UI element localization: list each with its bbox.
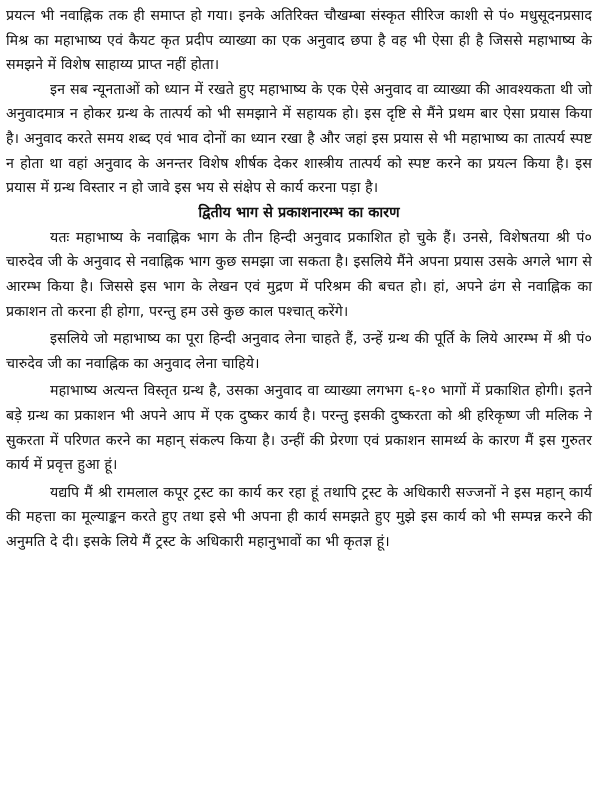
section-heading: द्वितीय भाग से प्रकाशनारम्भ का कारण	[198, 204, 400, 221]
paragraph-acknowledgement: यद्यपि मैं श्री रामलाल कपूर ट्रस्ट का कार्य कर रहा हूं तथापि ट्रस्ट के अधिकारी सज्जनों ने इस महान् कार्य की महत्ता का मूल्याङ्कन करते हुए तथा इसे भी अपना ही कार्य समझते हुए मुझे इस कार्य को भी सम्पन्न करने की अनुमति दे दी। इसके लिये मैं ट्रस्ट के अधिकारी महानुभावों का भी कृतज्ञ हूं।	[6, 484, 592, 550]
paragraph-reason: यतः महाभाष्य के नवाह्निक भाग के तीन हिन्दी अनुवाद प्रकाशित हो चुके हैं। उनसे, विशेषतया श्री पं० चारुदेव जी के अनुवाद से नवाह्निक भाग कुछ समझा जा सकता है। इसलिये मैंने अपना प्रयास उसके अगले भाग से आरम्भ किया है। जिससे इस भाग के लेखन एवं मुद्रण में परिश्रम की बचत हो। हां, अपने ढंग से नवाह्निक का प्रकाशन तो करना ही होगा, परन्तु हम उसे कुछ काल पश्चात् करेंगे।	[6, 229, 592, 320]
paragraph-publication: महाभाष्य अत्यन्त विस्तृत ग्रन्थ है, उसका अनुवाद वा व्याख्या लगभग ६-१० भागों में प्रकाशित होगी। इतने बड़े ग्रन्थ का प्रकाशन भी अपने आप में एक दुष्कर कार्य है। परन्तु इसकी दुष्करता को श्री हरिकृष्ण जी मलिक ने सुकरता में परिणत करने का महान् संकल्प किया है। उन्हीं की प्रेरणा एवं प्रकाशन सामर्थ्य के कारण मैं इस गुरुतर कार्य में प्रवृत्त हुआ हूं।	[6, 383, 592, 474]
paragraph-intro-continuation: प्रयत्न भी नवाह्निक तक ही समाप्त हो गया। इनके अतिरिक्त चौखम्बा संस्कृत सीरिज काशी से पं० मधुसूदनप्रसाद मिश्र का महाभाष्य एवं कैयट कृत प्रदीप व्याख्या का एक अनुवाद छपा है वह भी ऐसा ही है जिससे महाभाष्य के समझने में विशेष साहाय्य प्राप्त नहीं होता।	[6, 8, 592, 74]
paragraph-recommendation: इसलिये जो महाभाष्य का पूरा हिन्दी अनुवाद लेना चाहते हैं, उन्हें ग्रन्थ की पूर्ति के लिये आरम्भ में श्री पं० चारुदेव जी का नवाह्निक का अनुवाद लेना चाहिये।	[6, 331, 592, 372]
document-page	[6, 4, 592, 554]
paragraph-need-for-commentary: इन सब न्यूनताओं को ध्यान में रखते हुए महाभाष्य के एक ऐसे अनुवाद वा व्याख्या की आवश्यकता थी जो अनुवादमात्र न होकर ग्रन्थ के तात्पर्य को भी समझाने में सहायक हो। इस दृष्टि से मैंने प्रथम बार ऐसा प्रयास किया है। अनुवाद करते समय शब्द एवं भाव दोनों का ध्यान रखा है और जहां इस प्रयास से भी महाभाष्य का तात्पर्य स्पष्ट न होता था वहां अनुवाद के अनन्तर विशेष शीर्षक देकर शास्त्रीय तात्पर्य को स्पष्ट करने का प्रयत्न किया है। इस प्रयास में ग्रन्थ विस्तार न हो जावे इस भय से संक्षेप से कार्य करना पड़ा है।	[6, 81, 592, 197]
